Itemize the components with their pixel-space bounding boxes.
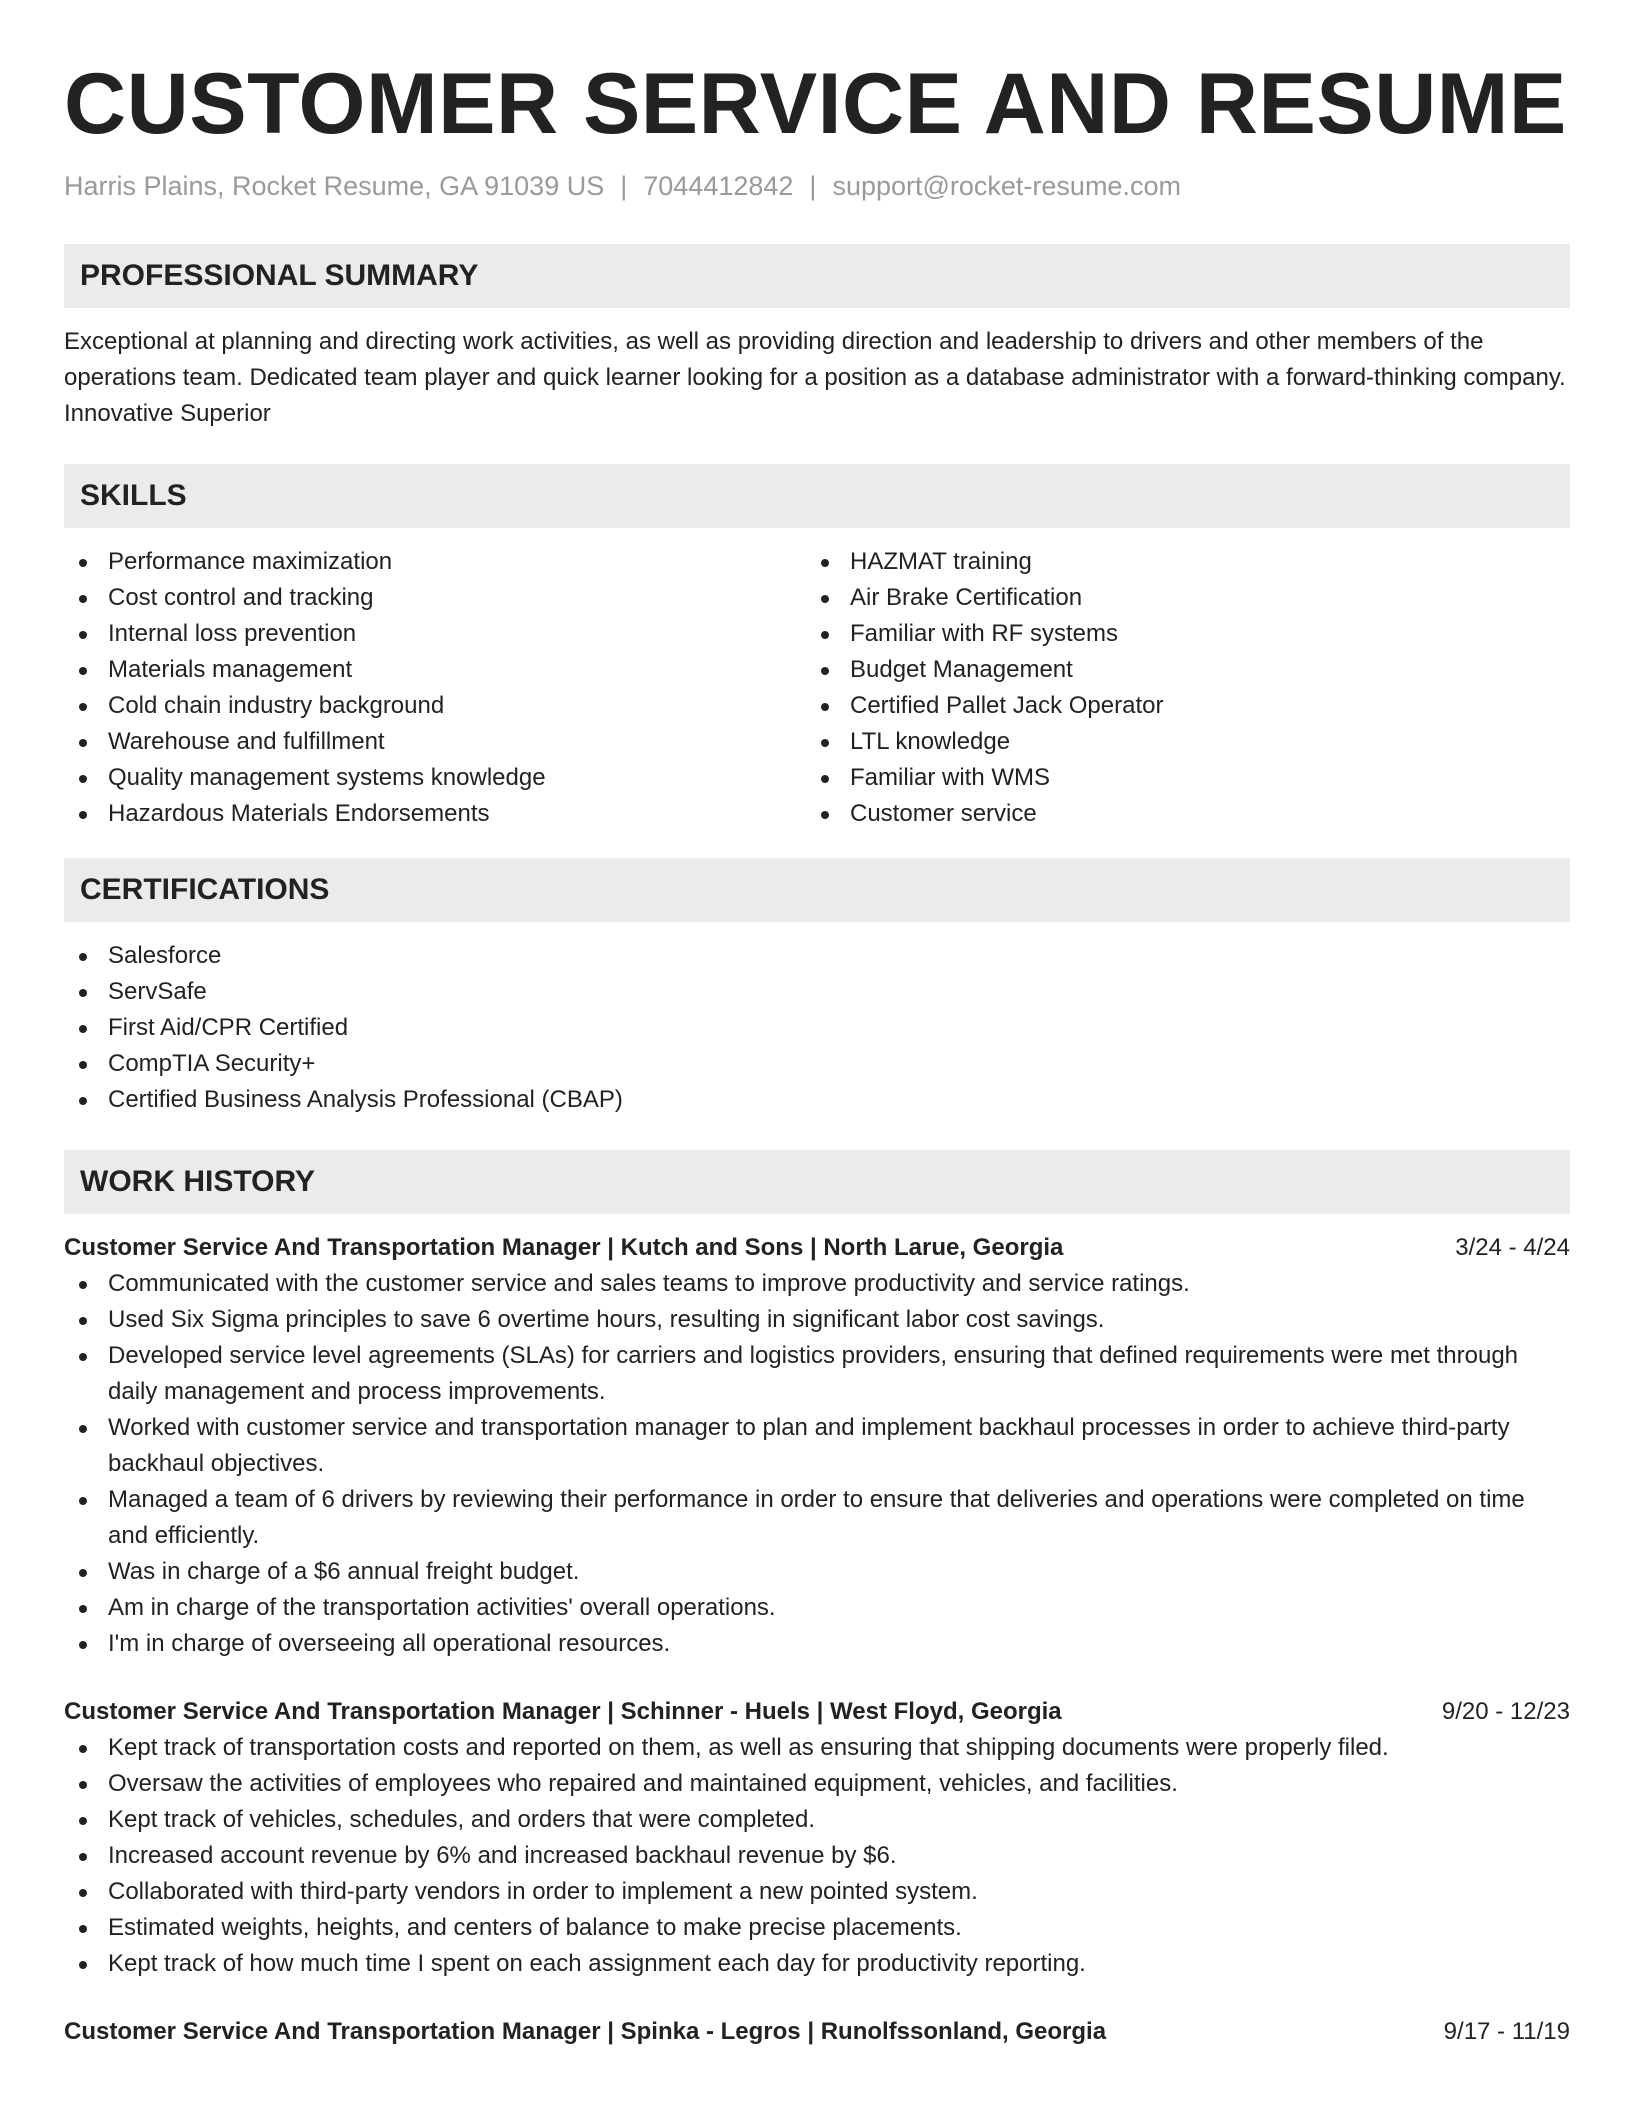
skill-item: Customer service xyxy=(806,796,1548,832)
skill-item: Internal loss prevention xyxy=(64,616,806,652)
job-header xyxy=(64,2014,1570,2050)
job-bullet: Developed service level agreements (SLAs) for carriers and logistics providers, ensuring that defined requirements were met through daily management and process improvements. xyxy=(64,1338,1570,1410)
job-bullet: Estimated weights, heights, and centers of balance to make precise placements. xyxy=(64,1910,1570,1946)
skill-item: Familiar with WMS xyxy=(806,760,1548,796)
job-bullet: Managed a team of 6 drivers by reviewing their performance in order to ensure that deliveries and operations were completed on time and efficiently. xyxy=(64,1482,1570,1554)
job-bullet: Kept track of how much time I spent on each assignment each day for productivity reporting. xyxy=(64,1946,1570,1982)
section-header-summary: PROFESSIONAL SUMMARY xyxy=(64,244,1570,308)
skill-item: Certified Pallet Jack Operator xyxy=(806,688,1548,724)
job-bullet: Communicated with the customer service and sales teams to improve productivity and service ratings. xyxy=(64,1266,1570,1302)
skill-item: Warehouse and fulfillment xyxy=(64,724,806,760)
skill-item: Hazardous Materials Endorsements xyxy=(64,796,806,832)
job-bullet: Oversaw the activities of employees who repaired and maintained equipment, vehicles, and facilities. xyxy=(64,1766,1570,1802)
skills-list-left xyxy=(64,544,806,832)
skill-item: Performance maximization xyxy=(64,544,806,580)
contact-address: Harris Plains, Rocket Resume, GA 91039 US xyxy=(64,171,605,201)
job-title: Customer Service And Transportation Manager | Kutch and Sons | North Larue, Georgia xyxy=(64,1234,1064,1261)
section-header-skills: SKILLS xyxy=(64,464,1570,528)
contact-line xyxy=(64,168,1570,204)
certification-item: CompTIA Security+ xyxy=(64,1046,1570,1082)
certification-item: Salesforce xyxy=(64,938,1570,974)
job-entry xyxy=(64,1694,1570,1982)
job-header xyxy=(64,1230,1570,1266)
job-dates: 9/20 - 12/23 xyxy=(1441,1698,1570,1725)
job-bullet: Kept track of transportation costs and reported on them, as well as ensuring that shipping documents were properly filed. xyxy=(64,1730,1570,1766)
job-header xyxy=(64,1694,1570,1730)
contact-email: support@rocket-resume.com xyxy=(832,171,1181,201)
job-dates: 3/24 - 4/24 xyxy=(1455,1234,1570,1261)
skill-item: Budget Management xyxy=(806,652,1548,688)
skill-item: Quality management systems knowledge xyxy=(64,760,806,796)
contact-separator: | xyxy=(620,171,628,201)
skill-item: Materials management xyxy=(64,652,806,688)
skill-item: LTL knowledge xyxy=(806,724,1548,760)
job-entry xyxy=(64,2014,1570,2050)
job-bullet: Used Six Sigma principles to save 6 overtime hours, resulting in significant labor cost savings. xyxy=(64,1302,1570,1338)
job-bullet: Am in charge of the transportation activities' overall operations. xyxy=(64,1590,1570,1626)
job-bullet: Collaborated with third-party vendors in order to implement a new pointed system. xyxy=(64,1874,1570,1910)
resume-page xyxy=(64,0,1570,2050)
skill-item: Cold chain industry background xyxy=(64,688,806,724)
contact-separator: | xyxy=(809,171,817,201)
job-bullet: I'm in charge of overseeing all operational resources. xyxy=(64,1626,1570,1662)
job-bullet: Worked with customer service and transportation manager to plan and implement backhaul processes in order to achieve third-party backhaul objectives. xyxy=(64,1410,1570,1482)
job-entry xyxy=(64,1230,1570,1662)
skill-item: Familiar with RF systems xyxy=(806,616,1548,652)
job-bullet-list xyxy=(64,1730,1570,1982)
job-title: Customer Service And Transportation Manager | Spinka - Legros | Runolfssonland, Georgia xyxy=(64,2018,1107,2045)
skill-item: Cost control and tracking xyxy=(64,580,806,616)
section-header-certifications: CERTIFICATIONS xyxy=(64,858,1570,922)
certification-item: ServSafe xyxy=(64,974,1570,1010)
certification-item: Certified Business Analysis Professional (CBAP) xyxy=(64,1082,1570,1118)
job-bullet: Was in charge of a $6 annual freight budget. xyxy=(64,1554,1570,1590)
skills-list-right xyxy=(806,544,1548,832)
skill-item: Air Brake Certification xyxy=(806,580,1548,616)
resume-name: CUSTOMER SERVICE AND RESUME xyxy=(64,56,1567,152)
job-dates: 9/17 - 11/19 xyxy=(1443,2018,1570,2045)
job-bullet: Kept track of vehicles, schedules, and orders that were completed. xyxy=(64,1802,1570,1838)
job-bullet: Increased account revenue by 6% and increased backhaul revenue by $6. xyxy=(64,1838,1570,1874)
summary-text: Exceptional at planning and directing work activities, as well as providing direction and leadership to drivers and other members of the operations team. Dedicated team player and quick learner looking for a position as a database administrator with a forward-thinking company. Innovative Superior xyxy=(64,328,1566,427)
job-bullet-list xyxy=(64,1266,1570,1662)
job-title: Customer Service And Transportation Manager | Schinner - Huels | West Floyd, Georgia xyxy=(64,1698,1062,1725)
skill-item: HAZMAT training xyxy=(806,544,1548,580)
contact-phone: 7044412842 xyxy=(643,171,794,201)
skills-grid xyxy=(64,544,1570,832)
section-header-work-history: WORK HISTORY xyxy=(64,1150,1570,1214)
certification-item: First Aid/CPR Certified xyxy=(64,1010,1570,1046)
certifications-list xyxy=(64,938,1570,1118)
